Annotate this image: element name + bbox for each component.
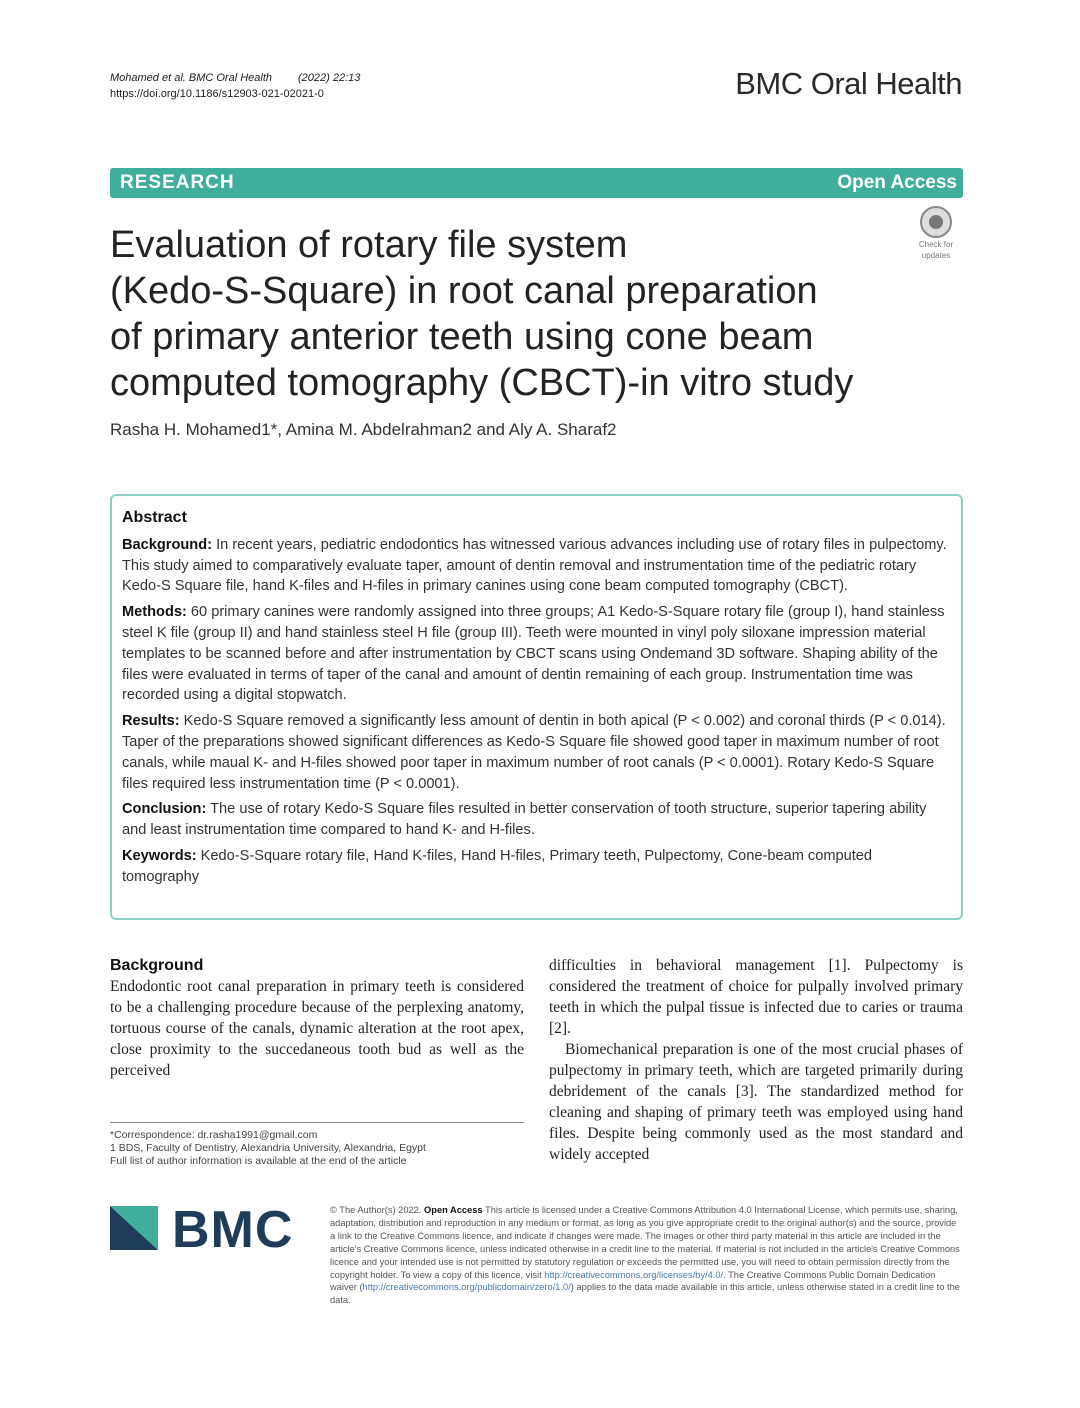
article-type-label: RESEARCH (120, 172, 235, 193)
license-text-1: This article is licensed under a Creative Commons Attribution 4.0 International License, which permits use, sharing, adaptation, distribution and reproduction in any medium or format, as long as you give appropriate credit to the original author(s) and the source, provide a link to the Creative Commons licence, and indicate if changes were made. The images or other third party material in this article are included in the article's Creative Commons licence, unless indicated otherwise in a credit line to the material. If material is not included in the article's Creative Commons licence and your intended use is not permitted by statutory regulation or exceeds the permitted use, you will need to obtain permission directly from the copyright holder. To view a copy of this licence, visit (330, 1205, 960, 1280)
cc-by-link[interactable]: http://creativecommons.org/licenses/by/4.0/ (544, 1269, 724, 1280)
citation-authors: Mohamed et al. BMC Oral Health (110, 72, 273, 84)
bmc-logo (110, 1200, 310, 1260)
title-line: Evaluation of rotary file system (110, 224, 628, 266)
conclusion-label: Conclusion: (122, 801, 207, 818)
correspondence-email: *Correspondence: dr.rasha1991@gmail.com (110, 1129, 318, 1141)
body-paragraph: Endodontic root canal preparation in primary teeth is considered to be a challenging procedure because of the perplexing anatomy, tortuous course of the canals, dynamic alteration at the root apex, close proximity to the succedaneous tooth bud as well as the perceived (110, 978, 524, 1079)
title-line: computed tomography (CBCT)-in vitro study (110, 362, 854, 404)
results-text: Kedo-S Square removed a significantly less amount of dentin in both apical (P < 0.002) and coronal thirds (P < 0.014). Taper of the preparations showed significant differences as Kedo-S Square file showed good taper in maximum number of root canals, while maual K- and H-files showed poor taper in maximum number of root canals (P < 0.0001). Rotary Kedo-S Square files required less instrumentation time (P < 0.0001). (122, 713, 946, 792)
background-label: Background: (122, 536, 212, 553)
abstract-heading: Abstract (122, 509, 187, 526)
conclusion-text: The use of rotary Kedo-S Square files resulted in better conservation of tooth structure, superior tapering ability and least instrumentation time compared to hand K- and H-files. (122, 801, 927, 839)
license-text-2: . The Creative Commons Public Domain Dedication waiver ( (330, 1269, 936, 1293)
keywords-text: Kedo-S-Square rotary file, Hand K-files, Hand H-files, Primary teeth, Pulpectomy, Cone-beam computed tomography (122, 847, 873, 885)
section-heading: Background (110, 957, 204, 974)
abstract-conclusion (122, 799, 951, 841)
check-updates-icon (920, 206, 952, 238)
article-type-banner (110, 168, 963, 198)
article-title (110, 222, 910, 406)
author-info-note: Full list of author information is available at the end of the article (110, 1155, 407, 1167)
check-updates-line2: updates (921, 251, 951, 260)
bmc-logo-text: BMC (172, 1201, 294, 1259)
methods-label: Methods: (122, 604, 187, 621)
title-line: of primary anterior teeth using cone beam (110, 316, 814, 358)
body-right-column (549, 955, 963, 1165)
methods-text: 60 primary canines were randomly assigned into three groups; A1 Kedo-S-Square rotary file (group I), hand stainless steel K file (group II) and hand stainless steel H file (group III). Teeth were mounted in vinyl poly siloxane impression material templates to be scanned before and after instrumentation by CBCT scans using Ondemand 3D software. Shaping ability of the files were evaluated in terms of taper of the canal and amount of dentin remaining of each group. Instrumentation time was recorded using a digital stopwatch. (122, 604, 945, 704)
check-for-updates-badge[interactable] (910, 206, 962, 258)
abstract-box (110, 494, 963, 920)
abstract-results (122, 711, 951, 794)
copyright: © The Author(s) 2022. (330, 1205, 422, 1215)
body-left-column (110, 955, 524, 1081)
abstract-keywords (122, 846, 951, 888)
citation-year: (2022) 22:13 (298, 72, 361, 84)
correspondence-footnote (110, 1122, 524, 1168)
keywords-label: Keywords: (122, 847, 197, 864)
open-access-label: Open Access (837, 172, 957, 193)
abstract-methods (122, 602, 951, 706)
title-line: (Kedo-S-Square) in root canal preparation (110, 270, 818, 312)
affiliation: 1 BDS, Faculty of Dentistry, Alexandria University, Alexandria, Egypt (110, 1142, 426, 1154)
check-updates-line1: Check for (918, 240, 954, 249)
author-list: Rasha H. Mohamed1*, Amina M. Abdelrahman2 and Aly A. Sharaf2 (110, 420, 617, 439)
journal-name: BMC Oral Health (735, 66, 962, 101)
body-paragraph: difficulties in behavioral management [1]. Pulpectomy is considered the treatment of choice for pulpally involved primary teeth in which the pulpal tissue is infected due to caries or trauma [2]. (549, 957, 963, 1037)
cc-zero-link[interactable]: http://creativecommons.org/publicdomain/zero/1.0/ (362, 1282, 571, 1293)
license-statement (330, 1204, 960, 1307)
citation-header (110, 70, 360, 102)
open-access-bold: Open Access (424, 1205, 483, 1215)
results-label: Results: (122, 713, 180, 730)
license-text-3: ) applies to the data made available in this article, unless otherwise stated in a credit line to the data. (330, 1282, 960, 1306)
body-paragraph: Biomechanical preparation is one of the most crucial phases of pulpectomy in primary teeth, which are targeted primarily during debridement of the canals [3]. The standardized method for cleaning and shaping of primary teeth was employed using hand files. Despite being commonly used as the most standard and widely accepted (549, 1041, 963, 1163)
background-text: In recent years, pediatric endodontics has witnessed various advances including use of rotary files in pulpectomy. This study aimed to comparatively evaluate taper, amount of dentin removal and instrumentation time of the pediatric rotary Kedo-S Square file, hand K-files and H-files in primary canines using cone beam computed tomography (CBCT). (122, 536, 947, 595)
abstract-background (122, 535, 951, 597)
doi-link[interactable]: https://doi.org/10.1186/s12903-021-02021-0 (110, 88, 324, 100)
bmc-logo-icon (110, 1206, 158, 1250)
